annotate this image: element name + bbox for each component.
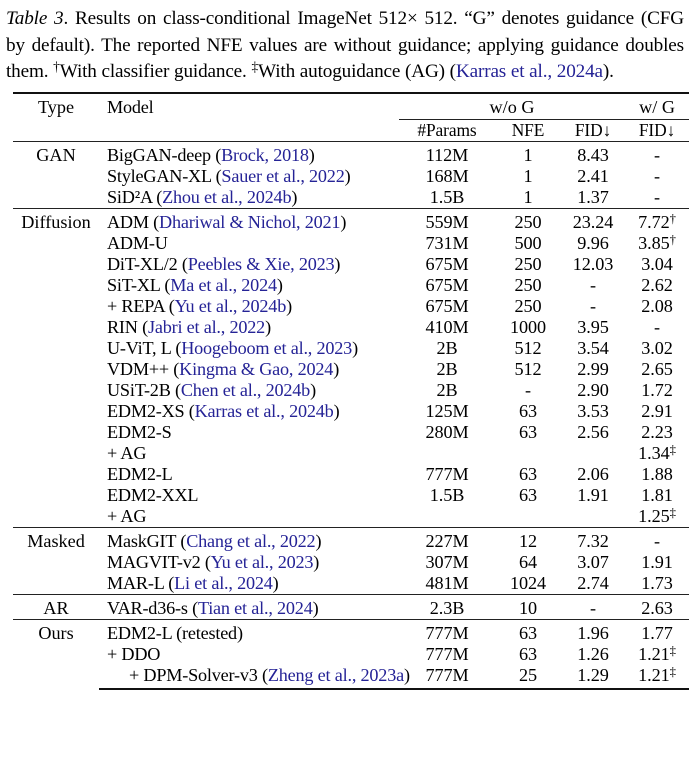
fid-without-guidance-cell: 1.37 — [577, 186, 609, 207]
model-name-tail: ) — [313, 551, 320, 572]
model-name-text: + REPA ( — [107, 295, 175, 316]
fid-without-guidance-cell: 2.06 — [577, 463, 609, 484]
params-cell: 731M — [425, 232, 469, 253]
nfe-cell: 10 — [495, 594, 561, 619]
model-citation-link[interactable]: Hoogeboom et al., 2023 — [181, 337, 353, 358]
fid-with-guidance-cell: 2.08 — [641, 295, 673, 316]
fid-with-guidance-cell: 2.91 — [641, 400, 673, 421]
fid-without-guidance-cell: 3.53 — [577, 400, 609, 421]
model-cell — [99, 527, 399, 552]
nfe-cell: 63 — [519, 643, 537, 664]
params-cell: 559M — [399, 208, 495, 233]
table-row — [13, 296, 689, 317]
model-name-tail: ) — [334, 253, 341, 274]
params-cell: 675M — [425, 253, 469, 274]
model-cell — [99, 644, 399, 665]
fid-without-guidance-cell: 3.95 — [577, 316, 609, 337]
model-name-tail: ) — [276, 274, 283, 295]
model-cell — [99, 296, 399, 317]
model-cell — [99, 573, 399, 595]
model-citation-link[interactable]: Zheng et al., 2023a — [267, 664, 404, 685]
model-citation-link[interactable]: Peebles & Xie, 2023 — [187, 253, 335, 274]
table-row — [13, 594, 689, 619]
row-group-type-label: Ours — [38, 622, 74, 643]
fid-without-guidance-cell: 2.99 — [577, 358, 609, 379]
table-row — [13, 233, 689, 254]
table-row — [13, 254, 689, 275]
model-name-tail: ) — [315, 530, 322, 551]
results-table — [13, 92, 689, 690]
params-cell: 125M — [425, 400, 469, 421]
params-cell: 777M — [425, 463, 469, 484]
model-name-tail: ) — [310, 379, 316, 400]
model-cell — [99, 485, 399, 506]
model-citation-link[interactable]: Dhariwal & Nichol, 2021 — [159, 211, 341, 232]
table-row — [13, 506, 689, 528]
model-name-tail: ) — [352, 337, 358, 358]
model-name-text: U-ViT, L ( — [107, 337, 182, 358]
params-cell: 307M — [425, 551, 469, 572]
table-body — [13, 141, 689, 689]
fid-with-guidance-cell: 1.91 — [641, 551, 673, 572]
model-name-tail: ) — [265, 316, 271, 337]
model-name-text: EDM2-L (retested) — [107, 622, 243, 643]
model-name-tail: ) — [403, 664, 410, 685]
table-row — [13, 644, 689, 665]
fid-with-guidance-cell: 1.21‡ — [625, 665, 689, 689]
column-header-nfe: NFE — [511, 119, 545, 140]
model-cell — [99, 619, 399, 644]
row-group-type — [13, 208, 99, 527]
model-citation-link[interactable]: Yu et al., 2024b — [174, 295, 287, 316]
row-group-type — [13, 594, 99, 619]
nfe-cell: 1 — [523, 165, 533, 186]
params-cell: 1.5B — [429, 484, 465, 505]
row-group-type-label: Diffusion — [21, 211, 91, 232]
header-group-row — [13, 93, 689, 120]
fid-with-guidance-cell: 1.72 — [641, 379, 673, 400]
model-name-tail: ) — [333, 358, 340, 379]
nfe-cell: 500 — [514, 232, 542, 253]
model-cell — [99, 166, 399, 187]
table-row — [13, 359, 689, 380]
model-cell — [99, 254, 399, 275]
fid-without-guidance-cell: 2.41 — [577, 165, 609, 186]
table-row — [13, 141, 689, 166]
fid-with-guidance-cell: 1.34‡ — [638, 442, 676, 463]
params-cell: 410M — [425, 316, 469, 337]
model-cell — [99, 141, 399, 166]
model-name-tail: ) — [272, 572, 279, 593]
model-name-text: + AG — [107, 442, 147, 463]
footnote-marker-icon: ‡ — [669, 442, 676, 457]
nfe-cell: 512 — [514, 358, 542, 379]
row-group-type-label: Masked — [27, 530, 85, 551]
params-cell: 777M — [399, 619, 495, 644]
params-cell: 227M — [399, 527, 495, 552]
model-cell — [99, 380, 399, 401]
model-name-tail: ) — [291, 186, 298, 207]
caption-citation-link[interactable]: Karras et al., 2024a — [455, 61, 603, 83]
row-group-type — [13, 619, 99, 689]
model-name-text: EDM2-XS ( — [107, 400, 195, 421]
fid-without-guidance-cell: 2.56 — [577, 421, 609, 442]
table-row — [13, 485, 689, 506]
model-name-text: + DDO — [107, 643, 161, 664]
model-citation-link[interactable]: Brock, 2018 — [221, 144, 309, 165]
fid-with-guidance-cell: - — [625, 527, 689, 552]
params-cell — [399, 443, 495, 464]
table-label: Table 3 — [6, 8, 64, 29]
nfe-cell — [495, 443, 561, 464]
table-row — [13, 317, 689, 338]
model-cell — [99, 401, 399, 422]
fid-with-guidance-cell: 3.04 — [641, 253, 673, 274]
model-citation-link[interactable]: Tian et al., 2024 — [197, 597, 313, 618]
model-cell — [99, 552, 399, 573]
nfe-cell: 63 — [519, 484, 537, 505]
fid-with-guidance-cell: - — [654, 186, 660, 207]
table-row — [13, 401, 689, 422]
model-cell — [99, 187, 399, 209]
fid-with-guidance-cell: 1.25‡ — [638, 505, 676, 526]
table-row — [13, 665, 689, 689]
nfe-cell: 250 — [514, 295, 542, 316]
nfe-cell: 63 — [519, 463, 537, 484]
model-citation-link[interactable]: Zhou et al., 2024b — [162, 186, 292, 207]
table-row — [13, 166, 689, 187]
nfe-cell: 1 — [495, 141, 561, 166]
fid-with-guidance-cell: - — [654, 165, 660, 186]
params-cell: 777M — [425, 643, 469, 664]
model-name-text: EDM2-XXL — [107, 484, 199, 505]
model-name-text: SiD²A ( — [107, 186, 163, 207]
table-row — [13, 552, 689, 573]
fid-without-guidance-cell: 23.24 — [561, 208, 625, 233]
fid-with-guidance-cell: 1.88 — [641, 463, 673, 484]
model-cell — [99, 359, 399, 380]
model-citation-link[interactable]: Jabri et al., 2022 — [147, 316, 266, 337]
fid-without-guidance-cell: - — [590, 295, 596, 316]
model-cell — [99, 422, 399, 443]
params-cell — [399, 506, 495, 528]
model-cell — [99, 594, 399, 619]
fid-with-guidance-cell: 1.73 — [641, 572, 673, 593]
params-cell: 2B — [436, 379, 458, 400]
table-row — [13, 208, 689, 233]
table-row — [13, 275, 689, 296]
fid-with-guidance-cell: 2.62 — [641, 274, 673, 295]
fid-with-guidance-cell: - — [654, 316, 660, 337]
column-header-model: Model — [99, 93, 399, 142]
params-cell: 675M — [425, 295, 469, 316]
dagger-marker-icon: † — [53, 59, 60, 75]
model-name-text: RIN ( — [107, 316, 148, 337]
model-cell — [99, 464, 399, 485]
fid-without-guidance-cell: 8.43 — [561, 141, 625, 166]
nfe-cell: 1 — [523, 186, 533, 207]
model-name-text: BigGAN-deep ( — [107, 144, 222, 165]
nfe-cell — [495, 506, 561, 528]
row-group-type-label: GAN — [36, 144, 76, 165]
table-caption — [0, 0, 692, 86]
params-cell: 2B — [436, 337, 458, 358]
table-row — [13, 619, 689, 644]
fid-with-guidance-cell: 7.72† — [625, 208, 689, 233]
table-row — [13, 443, 689, 464]
params-cell: 2.3B — [399, 594, 495, 619]
fid-without-guidance-cell: 1.29 — [561, 665, 625, 689]
row-group-type — [13, 141, 99, 208]
fid-without-guidance-cell: 7.32 — [561, 527, 625, 552]
fid-without-guidance-cell: 1.26 — [577, 643, 609, 664]
fid-without-guidance-cell: 2.74 — [577, 572, 609, 593]
nfe-cell: 12 — [495, 527, 561, 552]
model-name-text: DiT-XL/2 ( — [107, 253, 188, 274]
group-header-without-guidance-label: w/o G — [399, 97, 625, 120]
model-cell — [99, 275, 399, 296]
model-name-text: EDM2-L — [107, 463, 173, 484]
params-cell: 481M — [425, 572, 469, 593]
model-cell — [99, 208, 399, 233]
table-row — [13, 380, 689, 401]
model-name-text: VAR-d36-s ( — [107, 597, 198, 618]
fid-with-guidance-cell: 2.63 — [625, 594, 689, 619]
footnote-marker-icon: † — [669, 232, 676, 247]
fid-with-guidance-cell: 1.81 — [641, 484, 673, 505]
fid-without-guidance-cell: 9.96 — [577, 232, 609, 253]
footnote-marker-icon: ‡ — [669, 664, 676, 679]
fid-with-guidance-cell: 3.85† — [638, 232, 676, 253]
nfe-cell: - — [525, 379, 531, 400]
column-header-fid-without-guidance: FID↓ — [574, 119, 612, 140]
group-header-with-guidance — [625, 93, 689, 120]
nfe-cell: 1000 — [510, 316, 546, 337]
model-citation-link[interactable]: Li et al., 2024 — [174, 572, 273, 593]
model-citation-link[interactable]: Kingma & Gao, 2024 — [179, 358, 334, 379]
params-cell: 777M — [399, 665, 495, 689]
nfe-cell: 63 — [519, 400, 537, 421]
fid-with-guidance-cell: 1.77 — [625, 619, 689, 644]
fid-without-guidance-cell — [561, 443, 625, 464]
model-cell — [99, 443, 399, 464]
params-cell: 280M — [425, 421, 469, 442]
params-cell: 112M — [399, 141, 495, 166]
table-row — [13, 527, 689, 552]
params-cell: 2B — [436, 358, 458, 379]
model-cell — [99, 664, 410, 689]
model-citation-link[interactable]: Ma et al., 2024 — [170, 274, 277, 295]
model-name-text: VDM++ ( — [107, 358, 180, 379]
model-name-tail: ) — [340, 211, 347, 232]
table-row — [13, 338, 689, 359]
params-cell: 675M — [425, 274, 469, 295]
model-name-text: SiT-XL ( — [107, 274, 171, 295]
model-name-tail: ) — [308, 144, 315, 165]
column-header-fid-with-guidance: FID↓ — [638, 119, 676, 140]
group-header-with-guidance-label: w/ G — [625, 97, 689, 120]
fid-with-guidance-cell: 1.21‡ — [638, 643, 676, 664]
table-row — [13, 464, 689, 485]
model-name-text: + DPM-Solver-v3 ( — [129, 664, 268, 685]
footnote-marker-icon: ‡ — [669, 643, 676, 658]
model-name-tail: ) — [344, 165, 351, 186]
caption-text-1: . Results on class-conditional ImageNet 512× 512. “G” denotes guidance (CFG by default). The reported NFE values are without guidance; applying guidance doubles them. — [6, 8, 684, 83]
row-group-type-label: AR — [43, 597, 69, 618]
model-cell — [99, 233, 399, 254]
model-name-text: StyleGAN-XL ( — [107, 165, 222, 186]
row-group-type — [13, 527, 99, 594]
model-name-text: EDM2-S — [107, 421, 172, 442]
model-name-tail: ) — [286, 295, 292, 316]
nfe-cell: 1024 — [510, 572, 546, 593]
caption-text-2: With classifier guidance. — [59, 61, 252, 83]
group-header-without-guidance — [399, 93, 625, 120]
model-citation-link[interactable]: Chang et al., 2022 — [186, 530, 316, 551]
model-citation-link[interactable]: Sauer et al., 2022 — [221, 165, 345, 186]
fid-with-guidance-cell: 3.02 — [641, 337, 673, 358]
model-cell — [99, 338, 399, 359]
fid-without-guidance-cell — [561, 506, 625, 528]
model-name-text: ADM ( — [107, 211, 160, 232]
nfe-cell: 250 — [495, 208, 561, 233]
nfe-cell: 250 — [514, 274, 542, 295]
footnote-marker-icon: ‡ — [669, 505, 676, 520]
nfe-cell: 250 — [514, 253, 542, 274]
caption-text-3: With autoguidance (AG) ( — [258, 61, 456, 83]
model-name-text: + AG — [107, 505, 147, 526]
model-cell — [99, 317, 399, 338]
model-name-text: MAR-L ( — [107, 572, 175, 593]
model-name-text: USiT-2B ( — [107, 379, 181, 400]
fid-with-guidance-cell: - — [625, 141, 689, 166]
caption-text-4: ). — [602, 61, 614, 83]
fid-without-guidance-cell: - — [561, 594, 625, 619]
fid-with-guidance-cell: 2.65 — [641, 358, 673, 379]
fid-without-guidance-cell: - — [590, 274, 596, 295]
model-name-tail: ) — [333, 400, 340, 421]
table-head — [13, 93, 689, 142]
double-dagger-marker-icon: ‡ — [251, 59, 259, 75]
footnote-marker-icon: † — [669, 211, 676, 226]
results-table-container — [13, 92, 680, 690]
params-cell: 1.5B — [429, 186, 465, 207]
model-name-text: MaskGIT ( — [107, 530, 187, 551]
model-citation-link[interactable]: Chen et al., 2024b — [180, 379, 311, 400]
fid-without-guidance-cell: 12.03 — [572, 253, 614, 274]
nfe-cell: 25 — [495, 665, 561, 689]
table-row — [13, 422, 689, 443]
fid-without-guidance-cell: 3.54 — [577, 337, 609, 358]
model-citation-link[interactable]: Yu et al., 2023 — [210, 551, 314, 572]
nfe-cell: 512 — [514, 337, 542, 358]
model-cell — [99, 506, 399, 528]
fid-without-guidance-cell: 1.91 — [577, 484, 609, 505]
nfe-cell: 63 — [519, 421, 537, 442]
nfe-cell: 63 — [495, 619, 561, 644]
model-name-tail: ) — [312, 597, 319, 618]
model-name-text: ADM-U — [107, 232, 168, 253]
model-citation-link[interactable]: Karras et al., 2024b — [194, 400, 334, 421]
fid-without-guidance-cell: 2.90 — [577, 379, 609, 400]
model-name-text: MAGVIT-v2 ( — [107, 551, 211, 572]
fid-with-guidance-cell: 2.23 — [641, 421, 673, 442]
fid-without-guidance-cell: 3.07 — [577, 551, 609, 572]
column-header-params: #Params — [417, 119, 477, 140]
column-header-type: Type — [13, 93, 99, 142]
table-row — [13, 573, 689, 595]
params-cell: 168M — [425, 165, 469, 186]
nfe-cell: 64 — [519, 551, 537, 572]
fid-without-guidance-cell: 1.96 — [561, 619, 625, 644]
table-row — [13, 187, 689, 209]
